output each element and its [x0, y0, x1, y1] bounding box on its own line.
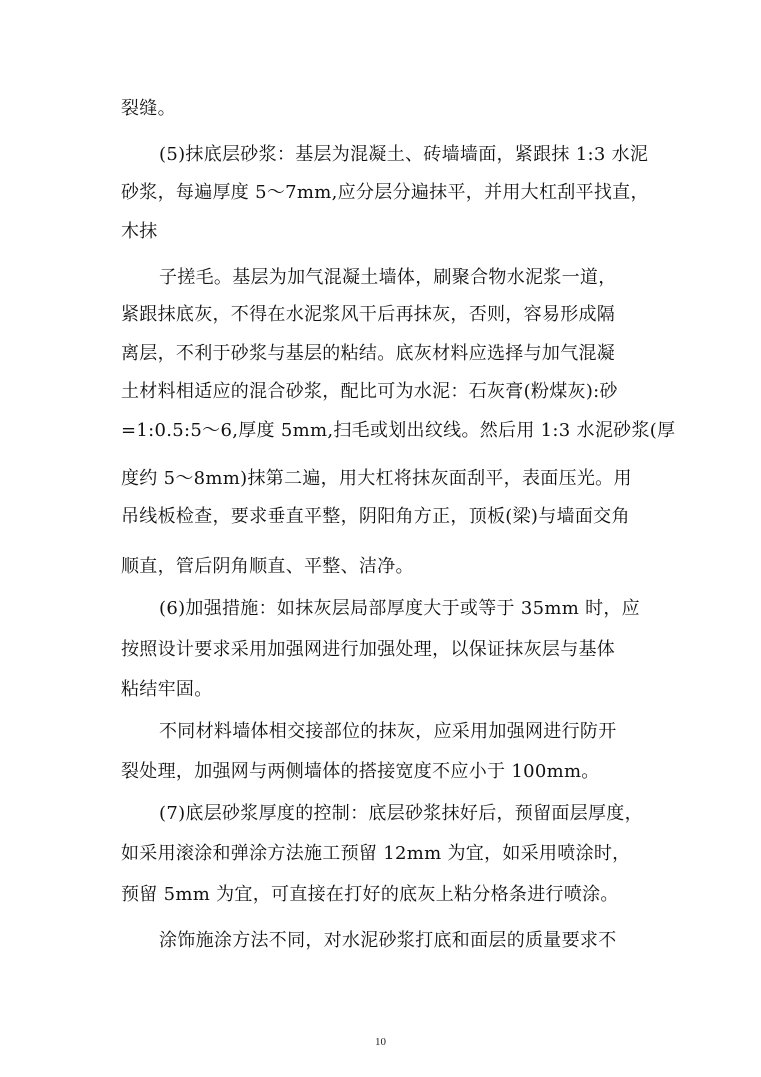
text-line: 裂处理，加强网与两侧墙体的搭接宽度不应小于 100mm。	[121, 761, 600, 782]
text-line: 子搓毛。基层为加气混凝土墙体，刷聚合物水泥浆一道，	[159, 267, 617, 288]
text-line: 砂浆，每遍厚度 5～7mm,应分层分遍抹平，并用大杠刮平找直，	[121, 182, 649, 203]
text-line: 度约 5～8mm)抹第二遍，用大杠将抹灰面刮平，表面压光。用	[121, 468, 632, 489]
text-line: 顺直，管后阴角顺直、平整、洁净。	[121, 556, 414, 577]
text-line: 紧跟抹底灰，不得在水泥浆风干后再抹灰，否则，容易形成隔	[121, 304, 616, 325]
text-line: 裂缝。	[121, 98, 176, 119]
text-line: 按照设计要求采用加强网进行加强处理，以保证抹灰层与基体	[121, 639, 616, 660]
text-line: 木抹	[121, 221, 158, 242]
text-line: 离层，不利于砂浆与基层的粘结。底灰材料应选择与加气混凝	[121, 343, 616, 364]
text-line: (7)底层砂浆厚度的控制：底层砂浆抹好后，预留面层厚度，	[159, 803, 643, 824]
text-line: (6)加强措施：如抹灰层局部厚度大于或等于 35mm 时，应	[159, 598, 640, 619]
text-line: =1:0.5:5～6,厚度 5mm,扫毛或划出纹线。然后用 1:3 水泥砂浆(厚	[121, 420, 676, 441]
page-number: 10	[375, 1036, 386, 1048]
text-line: 涂饰施涂方法不同，对水泥砂浆打底和面层的质量要求不	[159, 930, 617, 951]
text-line: (5)抹底层砂浆：基层为混凝土、砖墙墙面，紧跟抹 1:3 水泥	[159, 144, 649, 165]
text-line: 如采用滚涂和弹涂方法施工预留 12mm 为宜，如采用喷涂时，	[121, 843, 631, 864]
text-line: 吊线板检查，要求垂直平整，阴阳角方正，顶板(梁)与墙面交角	[121, 506, 630, 527]
text-line: 不同材料墙体相交接部位的抹灰，应采用加强网进行防开	[159, 721, 617, 742]
text-line: 土材料相适应的混合砂浆，配比可为水泥：石灰膏(粉煤灰):砂	[121, 381, 618, 402]
text-line: 粘结牢固。	[121, 679, 213, 700]
text-line: 预留 5mm 为宜，可直接在打好的底灰上粘分格条进行喷涂。	[121, 884, 619, 905]
